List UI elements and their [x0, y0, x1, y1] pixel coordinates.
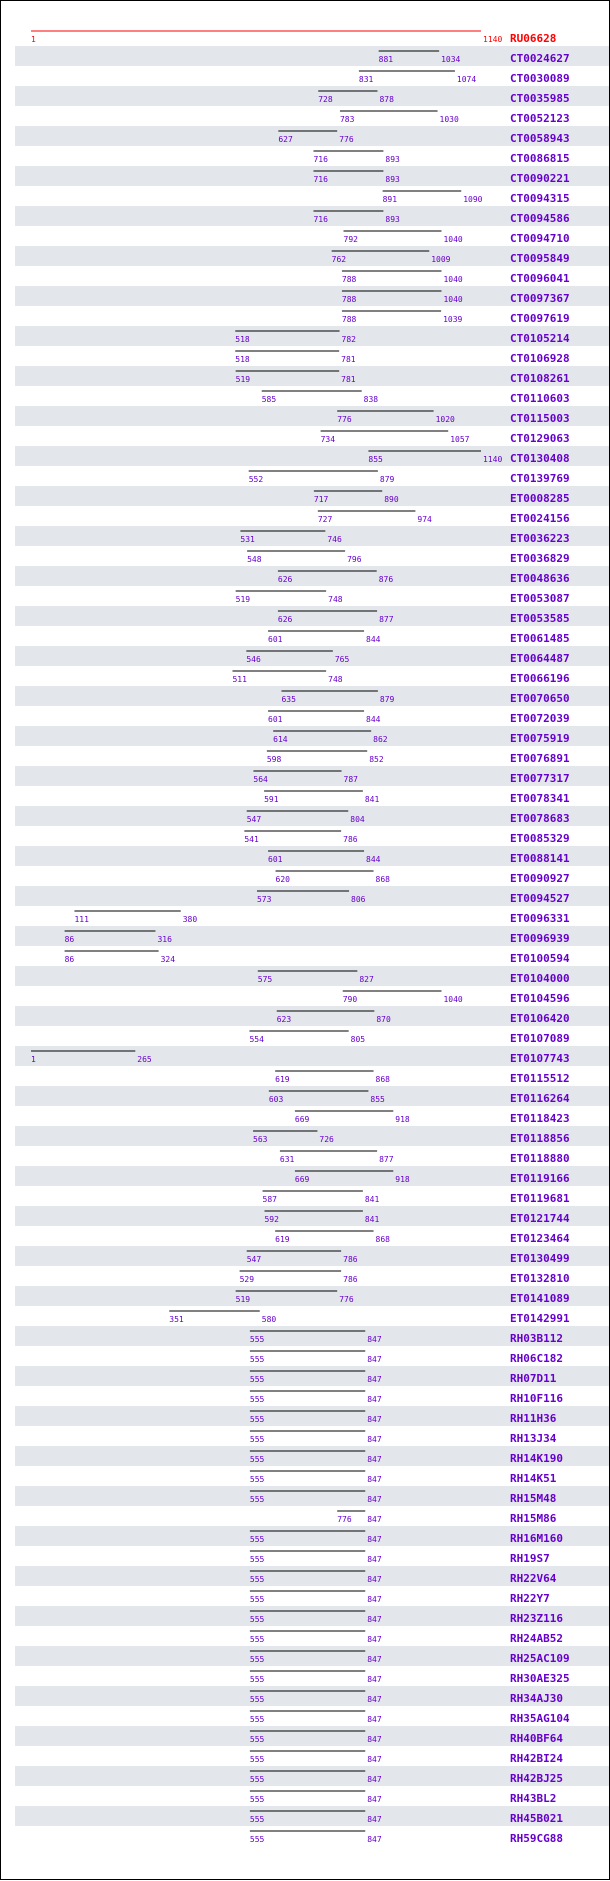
alignment-end-label: 786: [343, 1255, 358, 1264]
alignment-name: ET0107743: [510, 1052, 570, 1065]
alignment-name: RH19S7: [510, 1552, 550, 1565]
alignment-name: CT0106928: [510, 352, 570, 365]
alignment-start-label: 601: [268, 635, 283, 644]
alignment-name: RH22Y7: [510, 1592, 550, 1605]
alignment-end-label: 879: [379, 695, 395, 704]
alignment-start-label: 776: [337, 415, 352, 424]
alignment-start-label: 716: [313, 155, 328, 164]
alignment-name: ET0132810: [510, 1272, 570, 1285]
alignment-start-label: 518: [235, 355, 250, 364]
reference-end-label: 1140: [483, 35, 503, 44]
alignment-name: RH11H36: [510, 1412, 557, 1425]
alignment-end-label: 847: [367, 1335, 382, 1344]
alignment-start-label: 554: [249, 1035, 264, 1044]
alignment-start-label: 555: [249, 1615, 265, 1624]
alignment-name: RH34AJ30: [510, 1692, 563, 1705]
alignment-end-label: 841: [364, 1195, 380, 1204]
alignment-start-label: 614: [273, 735, 288, 744]
alignment-start-label: 734: [320, 435, 336, 444]
alignment-end-label: 847: [367, 1775, 382, 1784]
alignment-start-label: 783: [339, 115, 355, 124]
alignment-name: RH15M86: [510, 1512, 557, 1525]
alignment-end-label: 862: [373, 735, 388, 744]
alignment-name: ET0121744: [510, 1212, 570, 1225]
alignment-end-label: 847: [367, 1535, 382, 1544]
alignment-name: ET0118423: [510, 1112, 570, 1125]
alignment-name: ET0024156: [510, 512, 570, 525]
alignment-name: CT0097367: [510, 292, 570, 305]
alignment-name: RH59CG88: [510, 1832, 563, 1845]
alignment-name: RH22V64: [510, 1572, 557, 1585]
alignment-name: ET0115512: [510, 1072, 570, 1085]
alignment-name: RH42BI24: [510, 1752, 563, 1765]
alignment-name: ET0053087: [510, 592, 570, 605]
alignment-name: RH40BF64: [510, 1732, 563, 1745]
alignment-start-label: 552: [248, 475, 264, 484]
alignment-start-label: 627: [278, 135, 293, 144]
alignment-end-label: 852: [369, 755, 384, 764]
alignment-start-label: 623: [276, 1015, 292, 1024]
alignment-name: ET0075919: [510, 732, 570, 745]
alignment-start-label: 547: [246, 815, 262, 824]
alignment-name: RH14K190: [510, 1452, 563, 1465]
alignment-end-label: 781: [341, 355, 356, 364]
alignment-end-label: 748: [328, 675, 343, 684]
alignment-end-label: 844: [366, 715, 381, 724]
alignment-name: ET0106420: [510, 1012, 570, 1025]
alignment-name: ET0094527: [510, 892, 570, 905]
alignment-name: ET0118856: [510, 1132, 570, 1145]
alignment-start-label: 626: [277, 615, 293, 624]
alignment-start-label: 635: [281, 695, 296, 704]
alignment-start-label: 555: [249, 1595, 265, 1604]
alignment-start-label: 592: [264, 1215, 279, 1224]
alignment-start-label: 831: [358, 75, 374, 84]
alignment-end-label: 847: [367, 1435, 382, 1444]
alignment-start-label: 555: [249, 1655, 265, 1664]
alignment-start-label: 788: [341, 315, 357, 324]
alignment-name: CT0094586: [510, 212, 570, 225]
alignment-start-label: 601: [268, 715, 283, 724]
alignment-name: ET0116264: [510, 1092, 570, 1105]
alignment-name: ET0119166: [510, 1172, 570, 1185]
alignment-start-label: 619: [275, 1235, 290, 1244]
alignment-name: CT0024627: [510, 52, 570, 65]
alignment-start-label: 620: [275, 875, 291, 884]
alignment-start-label: 546: [246, 655, 261, 664]
alignment-end-label: 827: [359, 975, 374, 984]
alignment-name: ET0078341: [510, 792, 570, 805]
alignment-name: CT0110603: [510, 392, 570, 405]
alignment-end-label: 876: [378, 575, 394, 584]
alignment-start-label: 631: [279, 1155, 295, 1164]
reference-start-label: 1: [31, 35, 36, 44]
alignment-name: ET0104000: [510, 972, 570, 985]
alignment-start-label: 855: [368, 455, 383, 464]
alignment-end-label: 847: [367, 1655, 382, 1664]
alignment-name: ET0104596: [510, 992, 570, 1005]
alignment-end-label: 890: [384, 495, 399, 504]
alignment-start-label: 788: [341, 295, 357, 304]
alignment-name: RH14K51: [510, 1472, 557, 1485]
alignment-name: ET0064487: [510, 652, 570, 665]
alignment-start-label: 555: [249, 1755, 265, 1764]
alignment-end-label: 748: [328, 595, 343, 604]
alignment-name: ET0090927: [510, 872, 570, 885]
alignment-start-label: 762: [331, 255, 347, 264]
alignment-start-label: 519: [235, 595, 251, 604]
alignment-end-label: 804: [350, 815, 365, 824]
alignment-start-label: 555: [249, 1335, 265, 1344]
alignment-end-label: 838: [363, 395, 379, 404]
alignment-name: ET0066196: [510, 672, 570, 685]
alignment-name: RH23Z116: [510, 1612, 563, 1625]
alignment-end-label: 1030: [439, 115, 459, 124]
alignment-end-label: 868: [375, 1075, 390, 1084]
alignment-start-label: 547: [246, 1255, 262, 1264]
alignment-start-label: 881: [378, 55, 394, 64]
alignment-end-label: 324: [160, 955, 176, 964]
alignment-end-label: 782: [341, 335, 357, 344]
alignment-start-label: 564: [253, 775, 268, 784]
alignment-start-label: 555: [249, 1455, 265, 1464]
alignment-end-label: 796: [347, 555, 362, 564]
alignment-end-label: 726: [319, 1135, 334, 1144]
reference-name: RU06628: [510, 32, 557, 45]
alignment-end-label: 580: [261, 1315, 277, 1324]
alignment-start-label: 86: [64, 935, 75, 944]
alignment-end-label: 847: [367, 1615, 382, 1624]
alignment-start-label: 717: [313, 495, 329, 504]
alignment-start-label: 727: [317, 515, 333, 524]
alignment-end-label: 847: [367, 1635, 382, 1644]
alignment-name: CT0086815: [510, 152, 570, 165]
alignment-end-label: 844: [366, 855, 381, 864]
alignment-start-label: 598: [266, 755, 282, 764]
alignment-start-label: 555: [249, 1355, 265, 1364]
alignment-start-label: 563: [253, 1135, 268, 1144]
alignment-end-label: 1040: [443, 235, 463, 244]
alignment-start-label: 792: [343, 235, 358, 244]
alignment-name: ET0076891: [510, 752, 570, 765]
alignment-end-label: 380: [182, 915, 198, 924]
alignment-end-label: 847: [367, 1595, 382, 1604]
alignment-start-label: 555: [249, 1715, 265, 1724]
alignment-start-label: 555: [249, 1815, 265, 1824]
alignment-end-label: 805: [350, 1035, 366, 1044]
alignment-start-label: 555: [249, 1495, 265, 1504]
alignment-name: CT0105214: [510, 332, 570, 345]
alignment-end-label: 1140: [483, 455, 503, 464]
alignment-name: CT0052123: [510, 112, 570, 125]
alignment-name: RH15M48: [510, 1492, 557, 1505]
alignment-end-label: 855: [370, 1095, 385, 1104]
alignment-end-label: 847: [367, 1675, 382, 1684]
alignment-name: ET0088141: [510, 852, 570, 865]
alignment-name: ET0123464: [510, 1232, 570, 1245]
alignment-start-label: 555: [249, 1475, 265, 1484]
alignment-name: CT0108261: [510, 372, 570, 385]
alignment-name: ET0107089: [510, 1032, 570, 1045]
alignment-end-label: 847: [367, 1555, 382, 1564]
alignment-end-label: 847: [367, 1695, 382, 1704]
alignment-end-label: 1009: [431, 255, 451, 264]
alignment-name: ET0078683: [510, 812, 570, 825]
alignment-end-label: 847: [367, 1455, 382, 1464]
alignment-start-label: 555: [249, 1675, 265, 1684]
alignment-name: RH10F116: [510, 1392, 563, 1405]
alignment-start-label: 555: [249, 1795, 265, 1804]
alignment-end-label: 868: [375, 1235, 390, 1244]
alignment-start-label: 555: [249, 1375, 265, 1384]
alignment-name: CT0090221: [510, 172, 570, 185]
alignment-name: ET0130499: [510, 1252, 570, 1265]
alignment-name: CT0115003: [510, 412, 570, 425]
alignment-end-label: 746: [327, 535, 342, 544]
alignment-name: ET0036829: [510, 552, 570, 565]
alignment-end-label: 1040: [443, 995, 463, 1004]
alignment-start-label: 529: [239, 1275, 255, 1284]
alignment-start-label: 1: [31, 1055, 36, 1064]
alignment-end-label: 1040: [443, 275, 463, 284]
alignment-name: RH43BL2: [510, 1792, 557, 1805]
alignment-name: CT0094315: [510, 192, 570, 205]
alignment-name: ET0070650: [510, 692, 570, 705]
alignment-end-label: 781: [341, 375, 356, 384]
alignment-end-label: 847: [367, 1395, 382, 1404]
alignment-end-label: 918: [395, 1115, 410, 1124]
alignment-end-label: 1057: [450, 435, 470, 444]
alignment-start-label: 716: [313, 175, 328, 184]
alignment-end-label: 847: [367, 1795, 382, 1804]
alignment-name: RH30AE325: [510, 1672, 570, 1685]
alignment-start-label: 626: [277, 575, 293, 584]
alignment-end-label: 893: [385, 155, 400, 164]
alignment-end-label: 847: [367, 1815, 382, 1824]
alignment-name: RH03B112: [510, 1332, 563, 1345]
alignment-name: ET0085329: [510, 832, 570, 845]
alignment-end-label: 879: [379, 475, 395, 484]
alignment-start-label: 601: [268, 855, 283, 864]
alignment-start-label: 111: [74, 915, 89, 924]
alignment-start-label: 587: [262, 1195, 277, 1204]
alignment-end-label: 847: [367, 1355, 382, 1364]
alignment-end-label: 847: [367, 1735, 382, 1744]
alignment-start-label: 603: [268, 1095, 284, 1104]
alignment-name: CT0139769: [510, 472, 570, 485]
alignment-end-label: 847: [367, 1495, 382, 1504]
alignment-name: CT0096041: [510, 272, 570, 285]
alignment-start-label: 555: [249, 1735, 265, 1744]
alignment-name: ET0142991: [510, 1312, 570, 1325]
alignment-name: RH06C182: [510, 1352, 563, 1365]
alignment-name: RH13J34: [510, 1432, 557, 1445]
alignment-start-label: 555: [249, 1775, 265, 1784]
alignment-name: RH25AC109: [510, 1652, 570, 1665]
alignment-start-label: 531: [240, 535, 255, 544]
alignment-end-label: 787: [343, 775, 358, 784]
alignment-name: ET0096939: [510, 932, 570, 945]
alignment-start-label: 716: [313, 215, 328, 224]
alignment-start-label: 351: [169, 1315, 184, 1324]
alignment-end-label: 1020: [435, 415, 455, 424]
alignment-name: CT0129063: [510, 432, 570, 445]
alignment-end-label: 847: [367, 1515, 382, 1524]
alignment-end-label: 847: [367, 1375, 382, 1384]
alignment-start-label: 728: [318, 95, 333, 104]
alignment-name: RH45B021: [510, 1812, 563, 1825]
alignment-name: ET0048636: [510, 572, 570, 585]
alignment-end-label: 847: [367, 1415, 382, 1424]
alignment-name: ET0053585: [510, 612, 570, 625]
alignment-end-label: 844: [366, 635, 381, 644]
alignment-end-label: 1034: [441, 55, 461, 64]
alignment-name: RH24AB52: [510, 1632, 563, 1645]
alignment-start-label: 788: [341, 275, 357, 284]
alignment-name: ET0119681: [510, 1192, 570, 1205]
alignment-start-label: 555: [249, 1395, 265, 1404]
alignment-start-label: 555: [249, 1435, 265, 1444]
alignment-name: RH16M160: [510, 1532, 563, 1545]
alignment-start-label: 519: [235, 1295, 251, 1304]
alignment-end-label: 847: [367, 1755, 382, 1764]
alignment-name: ET0100594: [510, 952, 570, 965]
alignment-end-label: 918: [395, 1175, 410, 1184]
alignment-start-label: 619: [275, 1075, 290, 1084]
alignment-end-label: 877: [379, 1155, 394, 1164]
alignment-end-label: 786: [343, 1275, 358, 1284]
alignment-start-label: 555: [249, 1415, 265, 1424]
alignment-name: ET0118880: [510, 1152, 570, 1165]
alignment-name: ET0072039: [510, 712, 570, 725]
alignment-end-label: 847: [367, 1475, 382, 1484]
alignment-start-label: 548: [247, 555, 262, 564]
alignment-end-label: 878: [379, 95, 394, 104]
alignment-start-label: 891: [382, 195, 398, 204]
alignment-end-label: 847: [367, 1715, 382, 1724]
alignment-start-label: 575: [257, 975, 273, 984]
alignment-end-label: 1039: [443, 315, 463, 324]
alignment-end-label: 765: [334, 655, 350, 664]
alignment-start-label: 573: [256, 895, 272, 904]
alignment-start-label: 518: [235, 335, 250, 344]
alignment-name: CT0035985: [510, 92, 570, 105]
alignment-end-label: 1090: [463, 195, 483, 204]
alignment-start-label: 555: [249, 1835, 265, 1844]
alignment-name: ET0096331: [510, 912, 570, 925]
alignment-name: RH07D11: [510, 1372, 557, 1385]
alignment-start-label: 669: [294, 1115, 310, 1124]
alignment-end-label: 1040: [443, 295, 463, 304]
alignment-start-label: 585: [261, 395, 277, 404]
alignment-end-label: 841: [364, 1215, 380, 1224]
alignment-start-label: 555: [249, 1695, 265, 1704]
alignment-start-label: 519: [235, 375, 251, 384]
alignment-start-label: 511: [232, 675, 247, 684]
alignment-end-label: 776: [339, 135, 354, 144]
alignment-end-label: 847: [367, 1575, 382, 1584]
alignment-start-label: 541: [244, 835, 259, 844]
alignment-name: RH35AG104: [510, 1712, 570, 1725]
alignment-end-label: 877: [379, 615, 394, 624]
alignment-name: CT0094710: [510, 232, 570, 245]
alignment-start-label: 790: [342, 995, 358, 1004]
alignment-end-label: 776: [339, 1295, 354, 1304]
alignment-end-label: 806: [351, 895, 366, 904]
alignment-start-label: 555: [249, 1635, 265, 1644]
alignment-diagram: [1, 1, 610, 1881]
alignment-name: RH42BJ25: [510, 1772, 563, 1785]
alignment-end-label: 974: [417, 515, 432, 524]
alignment-start-label: 591: [264, 795, 279, 804]
alignment-end-label: 316: [157, 935, 172, 944]
alignment-name: ET0061485: [510, 632, 570, 645]
alignment-name: ET0141089: [510, 1292, 570, 1305]
alignment-end-label: 786: [343, 835, 358, 844]
alignment-end-label: 893: [385, 175, 400, 184]
alignment-start-label: 669: [294, 1175, 310, 1184]
alignment-name: CT0058943: [510, 132, 570, 145]
alignment-end-label: 265: [137, 1055, 152, 1064]
alignment-end-label: 870: [376, 1015, 391, 1024]
alignment-name: ET0008285: [510, 492, 570, 505]
alignment-end-label: 1074: [456, 75, 477, 84]
alignment-end-label: 841: [364, 795, 380, 804]
alignment-start-label: 776: [337, 1515, 352, 1524]
alignment-end-label: 893: [385, 215, 400, 224]
alignment-start-label: 555: [249, 1535, 265, 1544]
alignment-start-label: 86: [64, 955, 75, 964]
alignment-start-label: 555: [249, 1575, 265, 1584]
alignment-name: CT0097619: [510, 312, 570, 325]
alignment-name: CT0030089: [510, 72, 570, 85]
alignment-name: CT0095849: [510, 252, 570, 265]
alignment-end-label: 868: [375, 875, 390, 884]
alignment-start-label: 555: [249, 1555, 265, 1564]
alignment-end-label: 847: [367, 1835, 382, 1844]
alignment-name: ET0036223: [510, 532, 570, 545]
alignment-name: CT0130408: [510, 452, 570, 465]
alignment-name: ET0077317: [510, 772, 570, 785]
